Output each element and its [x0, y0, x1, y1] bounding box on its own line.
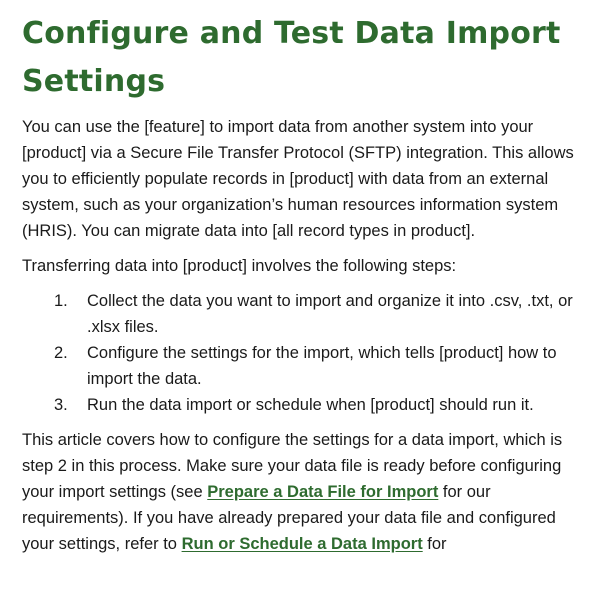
list-item: [22, 392, 576, 418]
prepare-data-file-link[interactable]: Prepare a Data File for Import: [207, 483, 439, 501]
page-title: Configure and Test Data Import Settings: [22, 16, 561, 99]
step-number: 1.: [54, 292, 68, 310]
step-text: Configure the settings for the import, which tells [product] how to import the data.: [87, 344, 557, 388]
steps-list: [22, 288, 576, 418]
article-scope-paragraph: [22, 427, 576, 557]
scope-text-part-1: This article covers how to configure the settings for a data import, which is step 2 in this process. Make sure your data file is ready before configuring your import settings (see: [22, 431, 563, 501]
list-item: [22, 340, 576, 392]
step-text: Collect the data you want to import and organize it into .csv, .txt, or .xlsx files.: [87, 292, 573, 336]
step-number: 2.: [54, 344, 68, 362]
scope-text-part-2: for our requirements). If you have already prepared your data file and configured your settings, refer to: [22, 483, 556, 553]
list-item: [22, 288, 576, 340]
step-number: 3.: [54, 396, 68, 414]
intro-paragraph: You can use the [feature] to import data from another system into your [product] via a Secure File Transfer Protocol (SFTP) integration. This allows you to efficiently populate records in [product] with data from an external system, such as your organization’s human resources information system (HRIS). You can migrate data into [all record types in product].: [22, 118, 574, 240]
steps-intro-paragraph: Transferring data into [product] involves the following steps:: [22, 257, 457, 275]
run-schedule-import-link[interactable]: Run or Schedule a Data Import: [181, 535, 423, 553]
step-text: Run the data import or schedule when [product] should run it.: [87, 396, 534, 414]
scope-text-part-3: for: [422, 535, 447, 553]
